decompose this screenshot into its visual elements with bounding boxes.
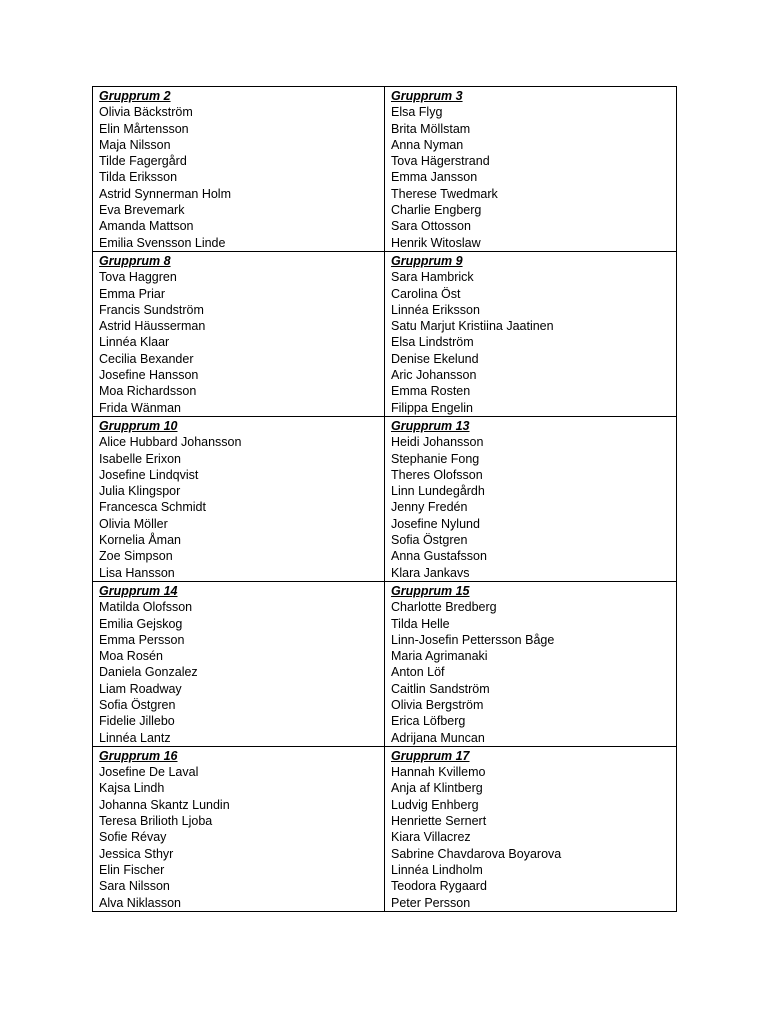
table-row xyxy=(93,581,677,746)
room-title: Grupprum 16 xyxy=(99,748,178,763)
member-name: Denise Ekelund xyxy=(391,351,479,366)
room-title: Grupprum 15 xyxy=(391,583,470,598)
member-name: Cecilia Bexander xyxy=(99,351,194,366)
member-name: Linnéa Lantz xyxy=(99,730,171,745)
group-room-cell xyxy=(93,87,385,252)
member-name: Ludvig Enhberg xyxy=(391,797,479,812)
group-room-cell xyxy=(93,746,385,911)
member-name: Hannah Kvillemo xyxy=(391,765,486,780)
member-name: Heidi Johansson xyxy=(391,435,484,450)
room-title: Grupprum 8 xyxy=(99,253,171,268)
member-name: Eva Brevemark xyxy=(99,203,185,218)
member-name: Tova Hägerstrand xyxy=(391,154,490,169)
member-name: Isabelle Erixon xyxy=(99,451,181,466)
room-title: Grupprum 17 xyxy=(391,748,470,763)
member-name: Moa Rosén xyxy=(99,649,163,664)
member-name: Elsa Lindström xyxy=(391,335,474,350)
member-name: Frida Wänman xyxy=(99,400,181,415)
member-name: Aric Johansson xyxy=(391,368,477,383)
group-room-cell xyxy=(385,746,677,911)
member-name: Fidelie Jillebo xyxy=(99,714,175,729)
member-name: Olivia Bäckström xyxy=(99,105,193,120)
member-name: Josefine Nylund xyxy=(391,516,480,531)
member-name: Olivia Bergström xyxy=(391,697,484,712)
member-name: Emilia Svensson Linde xyxy=(99,235,226,250)
member-name: Tilda Eriksson xyxy=(99,170,178,185)
member-name: Henrik Witoslaw xyxy=(391,235,481,250)
table-row xyxy=(93,251,677,416)
member-name: Teodora Rygaard xyxy=(391,879,487,894)
member-name: Filippa Engelin xyxy=(391,400,473,415)
member-name: Anna Gustafsson xyxy=(391,549,487,564)
table-row xyxy=(93,746,677,911)
member-name: Elsa Flyg xyxy=(391,105,443,120)
member-name: Jenny Fredén xyxy=(391,500,468,515)
room-title: Grupprum 3 xyxy=(391,89,463,103)
member-name: Sabrine Chavdarova Boyarova xyxy=(391,846,562,861)
group-room-cell xyxy=(385,87,677,252)
member-name: Johanna Skantz Lundin xyxy=(99,797,230,812)
member-name: Anton Löf xyxy=(391,665,445,680)
member-name: Emma Priar xyxy=(99,286,165,301)
member-name: Maria Agrimanaki xyxy=(391,649,488,664)
member-name: Anja af Klintberg xyxy=(391,781,483,796)
member-name: Emilia Gejskog xyxy=(99,616,183,631)
member-name: Zoe Simpson xyxy=(99,549,173,564)
member-name: Teresa Brilioth Ljoba xyxy=(99,814,213,829)
member-name: Astrid Häusserman xyxy=(99,319,206,334)
member-name: Olivia Möller xyxy=(99,516,168,531)
member-name: Linn Lundegårdh xyxy=(391,484,485,499)
room-title: Grupprum 10 xyxy=(99,418,178,433)
member-name: Sara Nilsson xyxy=(99,879,170,894)
member-name: Linnéa Klaar xyxy=(99,335,170,350)
member-name: Tilda Helle xyxy=(391,616,450,631)
member-name: Carolina Öst xyxy=(391,286,461,301)
member-name: Lisa Hansson xyxy=(99,565,175,580)
group-room-cell xyxy=(93,581,385,746)
member-name: Linnéa Lindholm xyxy=(391,862,483,877)
member-name: Julia Klingspor xyxy=(99,484,181,499)
member-name: Amanda Mattson xyxy=(99,219,194,234)
group-room-table xyxy=(92,86,677,912)
group-room-cell xyxy=(93,416,385,581)
table-row xyxy=(93,87,677,252)
member-name: Moa Richardsson xyxy=(99,384,197,399)
member-name: Daniela Gonzalez xyxy=(99,665,198,680)
member-name: Brita Möllstam xyxy=(391,121,471,136)
member-name: Elin Mårtensson xyxy=(99,121,189,136)
member-name: Emma Rosten xyxy=(391,384,471,399)
member-name: Kornelia Åman xyxy=(99,533,181,548)
member-name: Kiara Villacrez xyxy=(391,830,471,845)
member-name: Tilde Fagergård xyxy=(99,154,187,169)
member-name: Sofia Östgren xyxy=(391,533,468,548)
member-name: Francesca Schmidt xyxy=(99,500,206,515)
member-name: Stephanie Fong xyxy=(391,451,480,466)
member-name: Kajsa Lindh xyxy=(99,781,165,796)
member-name: Satu Marjut Kristiina Jaatinen xyxy=(391,319,554,334)
member-name: Emma Persson xyxy=(99,632,185,647)
room-title: Grupprum 14 xyxy=(99,583,178,598)
room-title: Grupprum 2 xyxy=(99,89,171,103)
member-name: Linn-Josefin Pettersson Båge xyxy=(391,632,555,647)
group-room-cell xyxy=(93,251,385,416)
member-name: Matilda Olofsson xyxy=(99,600,193,615)
member-name: Emma Jansson xyxy=(391,170,478,185)
room-title: Grupprum 9 xyxy=(391,253,463,268)
member-name: Sofie Révay xyxy=(99,830,167,845)
room-title: Grupprum 13 xyxy=(391,418,470,433)
member-name: Therese Twedmark xyxy=(391,186,498,201)
member-name: Linnéa Eriksson xyxy=(391,302,480,317)
member-name: Jessica Sthyr xyxy=(99,846,174,861)
member-name: Sofia Östgren xyxy=(99,697,176,712)
member-name: Charlie Engberg xyxy=(391,203,482,218)
member-name: Adrijana Muncan xyxy=(391,730,485,745)
table-row xyxy=(93,416,677,581)
group-room-cell xyxy=(385,251,677,416)
member-name: Peter Persson xyxy=(391,895,471,910)
member-name: Tova Haggren xyxy=(99,270,177,285)
member-name: Josefine Hansson xyxy=(99,368,199,383)
member-name: Alice Hubbard Johansson xyxy=(99,435,242,450)
member-name: Theres Olofsson xyxy=(391,467,483,482)
member-name: Maja Nilsson xyxy=(99,137,171,152)
member-name: Sara Hambrick xyxy=(391,270,474,285)
member-name: Caitlin Sandström xyxy=(391,681,490,696)
group-room-table-body xyxy=(93,87,677,912)
member-name: Liam Roadway xyxy=(99,681,182,696)
member-name: Anna Nyman xyxy=(391,137,464,152)
member-name: Erica Löfberg xyxy=(391,714,466,729)
member-name: Elin Fischer xyxy=(99,862,165,877)
member-name: Francis Sundström xyxy=(99,302,204,317)
member-name: Josefine Lindqvist xyxy=(99,467,199,482)
member-name: Klara Jankavs xyxy=(391,565,470,580)
group-room-cell xyxy=(385,581,677,746)
member-name: Alva Niklasson xyxy=(99,895,181,910)
member-name: Astrid Synnerman Holm xyxy=(99,186,231,201)
member-name: Josefine De Laval xyxy=(99,765,199,780)
member-name: Charlotte Bredberg xyxy=(391,600,497,615)
group-room-cell xyxy=(385,416,677,581)
member-name: Sara Ottosson xyxy=(391,219,471,234)
member-name: Henriette Sernert xyxy=(391,814,487,829)
